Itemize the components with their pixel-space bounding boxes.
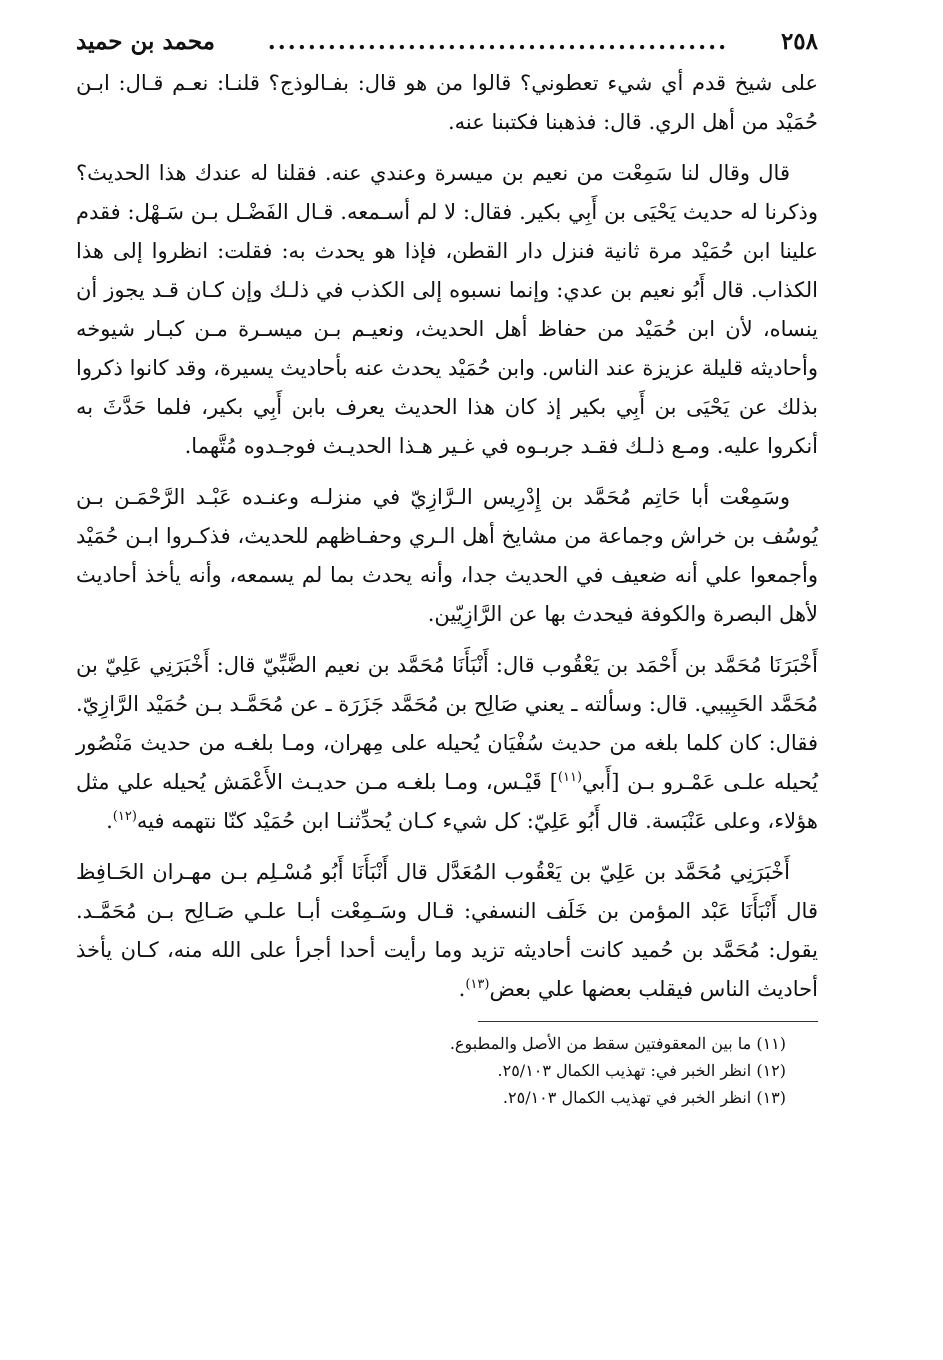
paragraph-1 bbox=[76, 64, 818, 142]
page-header bbox=[76, 28, 818, 64]
footnote-ref-13[interactable]: (١٣) bbox=[465, 977, 490, 992]
paragraph-text: أَخْبَرَنَا مُحَمَّد بن أَحْمَد بن يَعْقُوب قال: أَنْبَأَنَا مُحَمَّد بن نعيم الضَّبِّيّ قال: أَخْبَرَنِي عَلِيّ بن مُحَمَّد الحَبِيبي. قال: وسألته ـ يعني صَالِح بن مُحَمَّد جَزَرَة ـ عن مُحَمَّـد بـن حُمَيْد الرَّازِيّ. فقال: كان كلما بلغه من حديث سُفْيَان يُحيله على مِهران، ومـا بلغـه من حديث مَنْصُور يُحيله علـى عَمْـرو بـن [أَبي bbox=[76, 653, 818, 794]
paragraph-text: . bbox=[106, 809, 113, 833]
footnotes bbox=[76, 1030, 786, 1111]
footnote-12: (١٢) انظر الخبر في: تهذيب الكمال ٢٥/١٠٣. bbox=[497, 1061, 786, 1080]
page-number: ٢٥٨ bbox=[780, 28, 818, 55]
book-page bbox=[76, 28, 818, 1111]
paragraph-4 bbox=[76, 646, 818, 841]
paragraph-text: . bbox=[458, 977, 466, 1001]
footnote-13: (١٣) انظر الخبر في تهذيب الكمال ٢٥/١٠٣. bbox=[502, 1088, 786, 1107]
paragraph-2 bbox=[76, 154, 818, 466]
paragraph-text: قال وقال لنا سَمِعْت من نعيم بن ميسرة وعندي عنه. فقلنا له عندك هذا الحديث؟ وذكرنا له حديث يَحْيَى بن أَبِي بكير. فقال: لا لم أسـمعه. قـال الفَضْـل بـن سَـهْل: فقدم علينا ابن حُمَيْد مرة ثانية فنزل دار القطن، فإذا هو يحدث به: فقلت: انظروا إلى هذا الكذاب. قال أَبُو نعيم بن عدي: وإنما نسبوه إلى الكذب في ذلـك وإن كـان قـد يجوز أن ينساه، لأن ابن حُمَيْد من حفاظ أهل الحديث، ونعيـم بـن ميسـرة مـن كبـار شيوخه وأحاديثه قليلة عزيزة عند الناس. وابن حُمَيْد يحدث عنه بأحاديث يسيرة، وقد كانوا ذكروا بذلك عن يَحْيَى بن أَبِي بكير إذ كان هذا الحديث يعرف بابن أَبِي بكير، فلما حَدَّثَ به أنكروا عليه. ومـع ذلـك فقـد جربـوه في غـير هـذا الحديـث فوجـدوه مُتَّهما. bbox=[76, 161, 819, 458]
paragraph-3 bbox=[76, 478, 818, 634]
footnote-11: (١١) ما بين المعقوفتين سقط من الأصل والمطبوع. bbox=[449, 1034, 786, 1053]
leader-dots: .............................................. bbox=[267, 28, 729, 55]
paragraph-text: ] قَيْـس، ومـا بلغـه مـن حديـث الأَعْمَش يُحيله علي مثل هؤلاء، وعلى عَنْبَسة. قال أَبُو عَلِيّ: كل شيء كـان يُحدِّثنـا ابن حُمَيْد كنّا نتهمه فيه bbox=[76, 770, 818, 833]
paragraph-text: على شيخ قدم أي شيء تعطوني؟ قالوا من هو قال: بفـالوذج؟ قلنـا: نعـم قـال: ابـن حُمَيْد من أهل الري. قال: فذهبنا فكتبنا عنه. bbox=[76, 71, 818, 134]
footnote-ref-11[interactable]: (١١) bbox=[557, 770, 583, 785]
footnote-divider bbox=[478, 1021, 818, 1022]
paragraph-5 bbox=[76, 853, 818, 1009]
running-title: محمد بن حميد bbox=[76, 28, 215, 55]
paragraph-text: وسَمِعْت أبا حَاتِم مُحَمَّد بن إِدْرِيس الـرَّازِيّ في منزلـه وعنـده عَبْـد الرَّحْمَـن بـن يُوسُف بن خراش وجماعة من مشايخ أهل الـري وحفـاظهم للحديث، فذكـروا ابـن حُمَيْد وأجمعوا علي أنه ضعيف في الحديث جدا، وأنه يحدث بما لم يسمعه، وأنه يأخذ أحاديث لأهل البصرة والكوفة فيحدث بها عن الرَّازِيّين. bbox=[76, 485, 818, 626]
footnote-ref-12[interactable]: (١٢) bbox=[112, 809, 137, 824]
paragraph-text: أَخْبَرَنِي مُحَمَّد بن عَلِيّ بن يَعْقُوب المُعَدَّل قال أَنْبَأَنَا أَبُو مُسْـلِم بـن مهـران الحَـافِظ قال أَنْبَأَنَا عَبْد المؤمن بن خَلَف النسفي: قـال وسَـمِعْت أبـا علـي صَـالِح بـن مُحَمَّـد. يقول: مُحَمَّد بن حُميد كانت أحاديثه تزيد وما رأيت أحدا أجرأ على الله منه، كـان يأخذ أحاديث الناس فيقلب بعضها علي بعض bbox=[76, 860, 818, 1001]
